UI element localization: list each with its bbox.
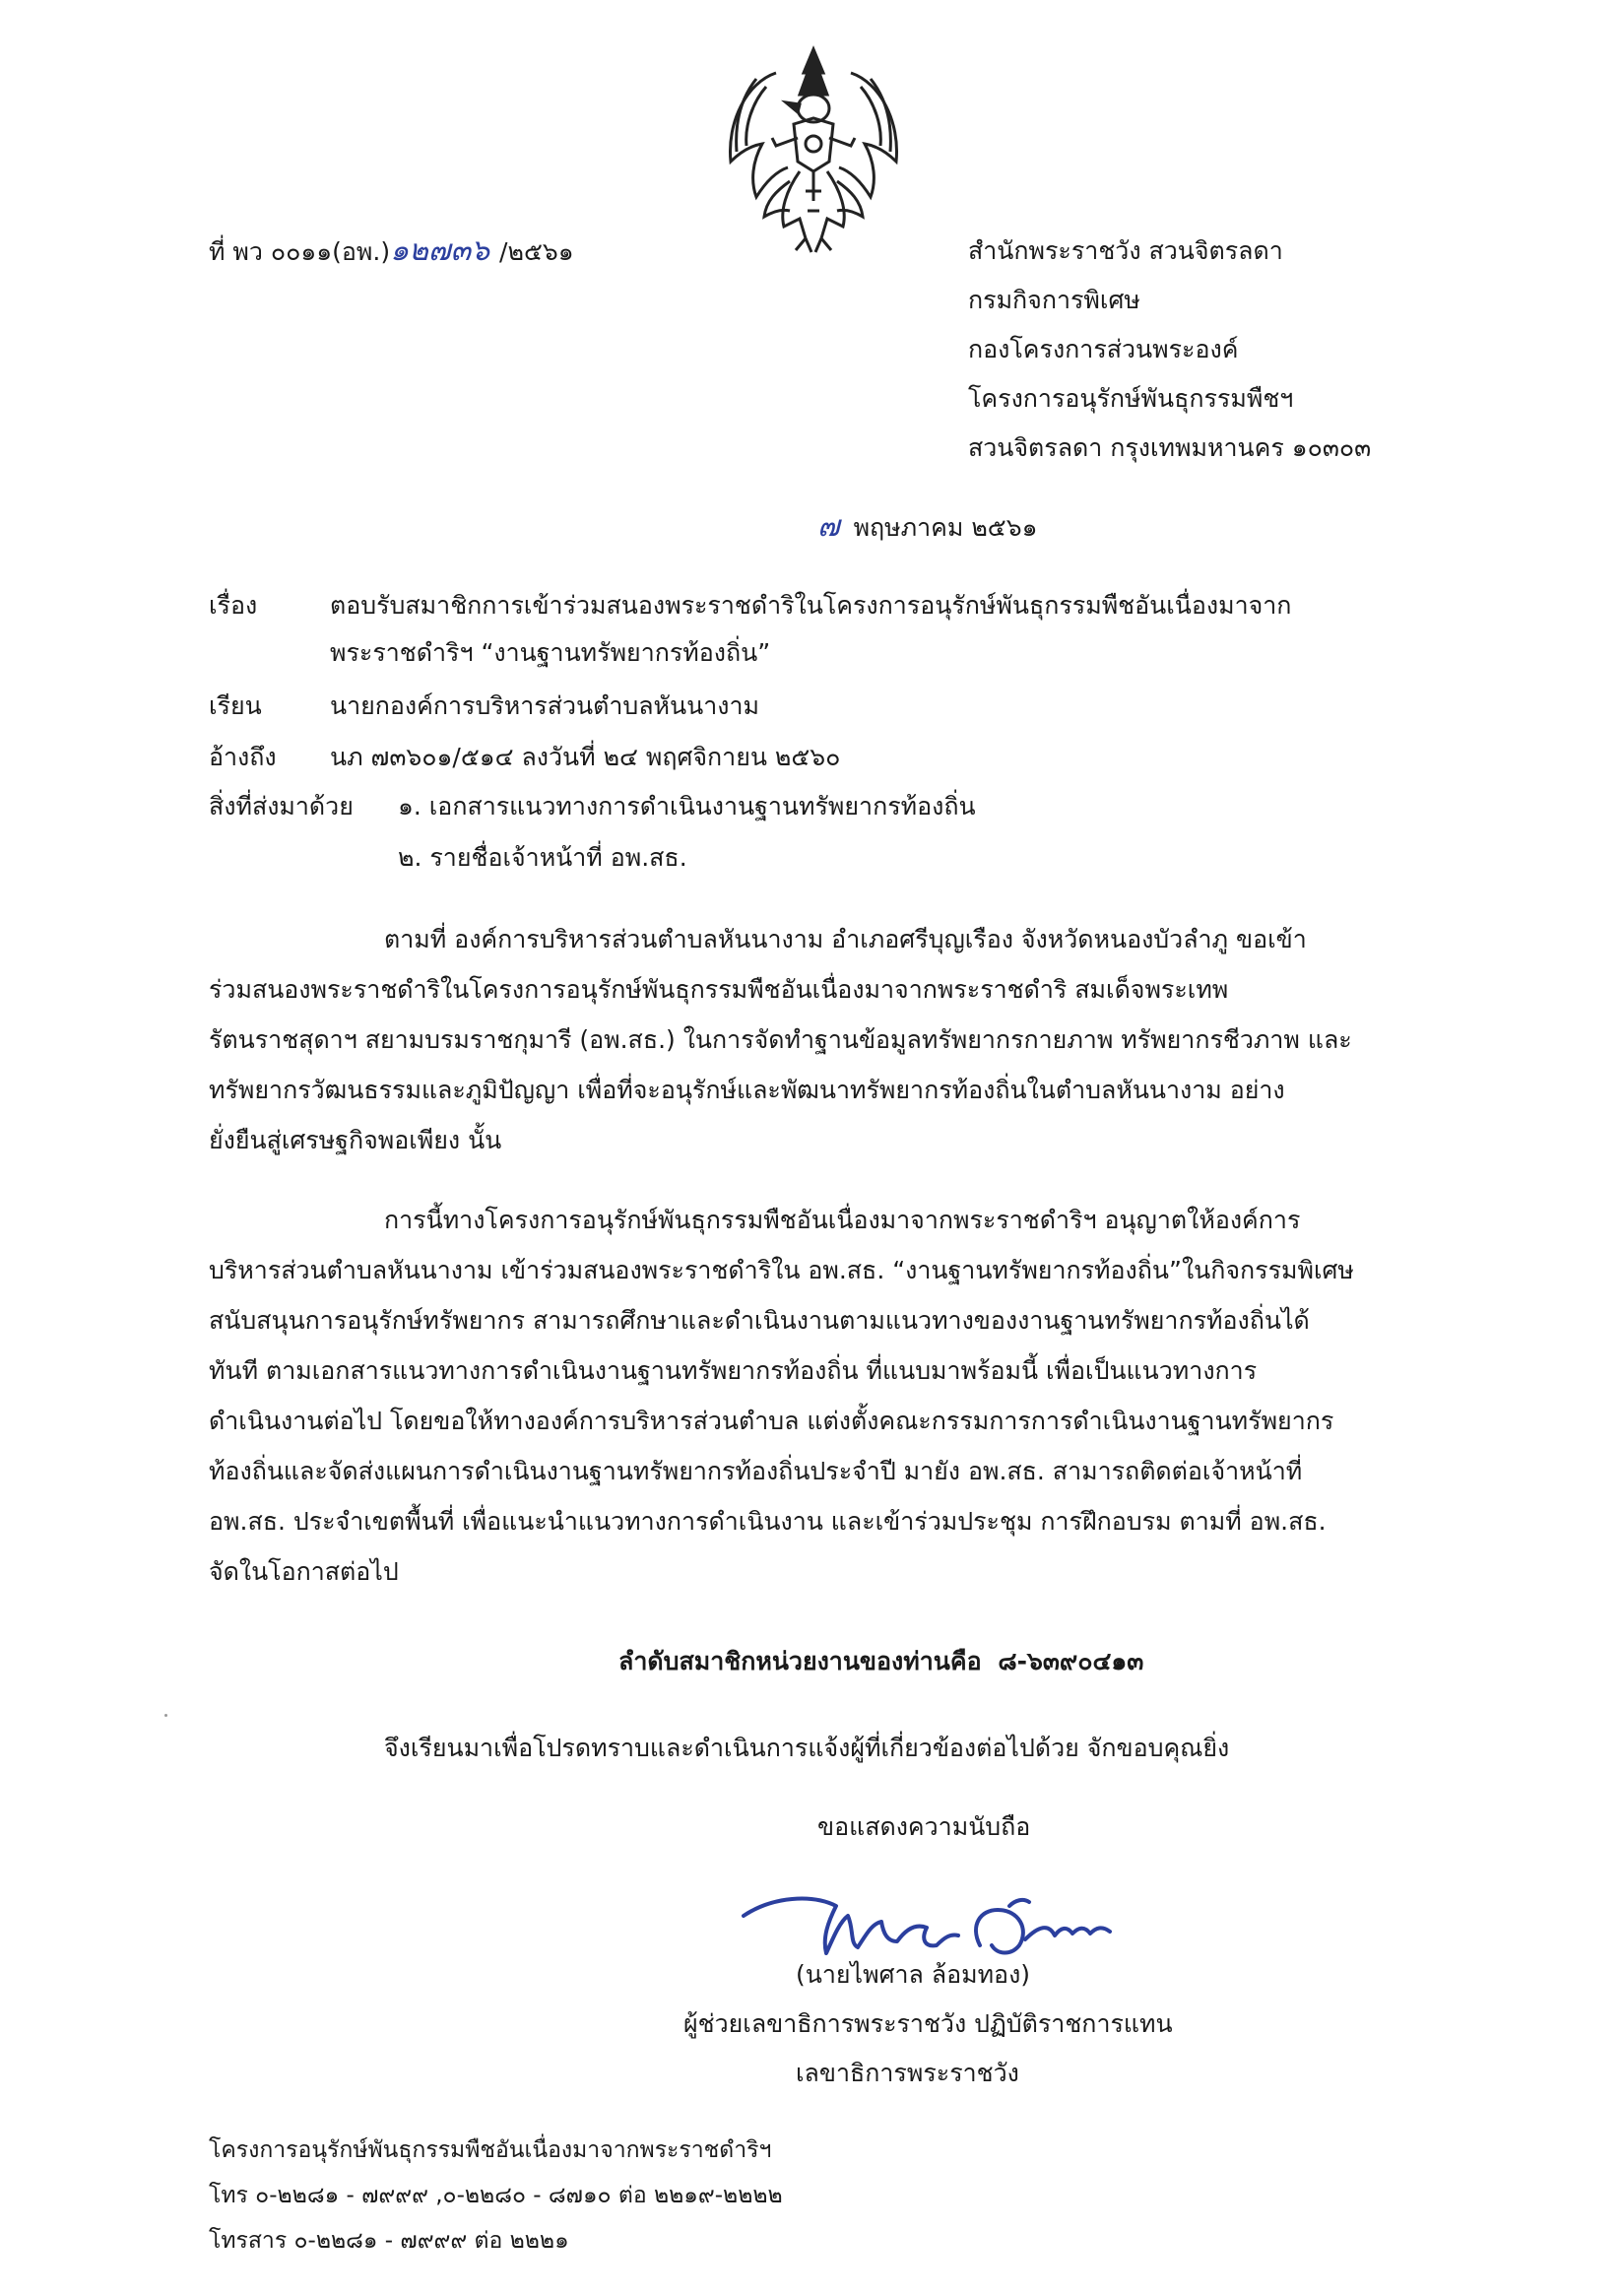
signer-title-line-2: เลขาธิการพระราชวัง bbox=[796, 2059, 1019, 2087]
subject-line-1: ตอบรับสมาชิกการเข้าร่วมสนองพระราชดำริในโครงการอนุรักษ์พันธุกรรมพืชอันเนื่องมาจาก bbox=[330, 591, 1292, 620]
enclosure-item-2: ๒. รายชื่อเจ้าหน้าที่ อพ.สธ. bbox=[398, 843, 687, 872]
para2-line: บริหารส่วนตำบลหันนางาม เข้าร่วมสนองพระราชดำริใน อพ.สธ. “งานฐานทรัพยากรท้องถิ่น”ในกิจกรรมพิเศษ bbox=[209, 1256, 1354, 1284]
member-label: ลำดับสมาชิกหน่วยงานของท่านคือ bbox=[618, 1647, 982, 1675]
regards: ขอแสดงความนับถือ bbox=[817, 1812, 1031, 1841]
para2-line: สนับสนุนการอนุรักษ์ทรัพยากร สามารถศึกษาและดำเนินงานตามแนวทางของงานฐานทรัพยากรท้องถิ่นได้ bbox=[209, 1306, 1310, 1335]
reference-handwritten-number: ๑๒๗๓๖ bbox=[390, 233, 490, 268]
scan-speck bbox=[164, 1714, 167, 1717]
date-month-year: พฤษภาคม ๒๕๖๑ bbox=[853, 513, 1038, 542]
footer-phone: โทร ๐-๒๒๘๑ - ๗๙๙๙ ,๐-๒๒๘๐ - ๘๗๑๐ ต่อ ๒๒๑๙-๒๒๒๒ bbox=[209, 2183, 783, 2208]
para2-line: จัดในโอกาสต่อไป bbox=[209, 1557, 399, 1586]
signer-title-line-1: ผู้ช่วยเลขาธิการพระราชวัง ปฏิบัติราชการแทน bbox=[683, 2009, 1173, 2038]
sender-line-4: โครงการอนุรักษ์พันธุกรรมพืชฯ bbox=[968, 384, 1294, 413]
enclosure-label: สิ่งที่ส่งมาด้วย bbox=[209, 792, 354, 820]
enclosure-item-1: ๑. เอกสารแนวทางการดำเนินงานฐานทรัพยากรท้องถิ่น bbox=[398, 792, 976, 820]
reference-prefix: ที่ พว ๐๐๑๑(อพ.) bbox=[209, 237, 391, 266]
para1-line: ตามที่ องค์การบริหารส่วนตำบลหันนางาม อำเภอศรีบุญเรือง จังหวัดหนองบัวลำภู ขอเข้า bbox=[384, 925, 1307, 953]
reference-suffix: /๒๕๖๑ bbox=[499, 237, 574, 266]
body-paragraph-2 bbox=[209, 1195, 1452, 1597]
sender-line-1: สำนักพระราชวัง สวนจิตรลดา bbox=[968, 236, 1283, 265]
reference-number bbox=[209, 232, 574, 271]
sender-line-2: กรมกิจการพิเศษ bbox=[968, 286, 1140, 314]
member-number: ๘-๖๓๙๐๔๑๓ bbox=[998, 1647, 1144, 1675]
ref-value: นภ ๗๓๖๐๑/๕๑๔ ลงวันที่ ๒๔ พฤศจิกายน ๒๕๖๐ bbox=[330, 743, 841, 771]
para2-line: การนี้ทางโครงการอนุรักษ์พันธุกรรมพืชอันเนื่องมาจากพระราชดำริฯ อนุญาตให้องค์การ bbox=[384, 1206, 1301, 1234]
para1-line: ร่วมสนองพระราชดำริในโครงการอนุรักษ์พันธุกรรมพืชอันเนื่องมาจากพระราชดำริ สมเด็จพระเทพ bbox=[209, 975, 1229, 1004]
letter-date bbox=[817, 508, 1037, 547]
date-day-handwritten: ๗ bbox=[817, 509, 840, 544]
subject-line-2: พระราชดำริฯ “งานฐานทรัพยากรท้องถิ่น” bbox=[330, 638, 771, 667]
para2-line: อพ.สธ. ประจำเขตพื้นที่ เพื่อแนะนำแนวทางการดำเนินงาน และเข้าร่วมประชุม การฝึกอบรม ตามที่ อพ.สธ. bbox=[209, 1507, 1327, 1536]
garuda-emblem-icon bbox=[717, 43, 910, 254]
sender-line-5: สวนจิตรลดา กรุงเทพมหานคร ๑๐๓๐๓ bbox=[968, 433, 1372, 462]
subject-label: เรื่อง bbox=[209, 591, 258, 620]
sender-line-3: กองโครงการส่วนพระองค์ bbox=[968, 335, 1239, 363]
to-label: เรียน bbox=[209, 691, 262, 720]
ref-label: อ้างถึง bbox=[209, 743, 277, 771]
para2-line: ดำเนินงานต่อไป โดยขอให้ทางองค์การบริหารส่วนตำบล แต่งตั้งคณะกรรมการการดำเนินงานฐานทรัพยากร bbox=[209, 1407, 1334, 1435]
signer-name: (นายไพศาล ล้อมทอง) bbox=[796, 1960, 1031, 1989]
footer-org: โครงการอนุรักษ์พันธุกรรมพืชอันเนื่องมาจากพระราชดำริฯ bbox=[209, 2137, 772, 2163]
footer-fax: โทรสาร ๐-๒๒๘๑ - ๗๙๙๙ ต่อ ๒๒๒๑ bbox=[209, 2228, 569, 2254]
para1-line: รัตนราชสุดาฯ สยามบรมราชกุมารี (อพ.สธ.) ในการจัดทำฐานข้อมูลทรัพยากรกายภาพ ทรัพยากรชีวภาพ และ bbox=[209, 1025, 1352, 1054]
member-number-line bbox=[618, 1643, 1143, 1680]
para2-line: ท้องถิ่นและจัดส่งแผนการดำเนินงานฐานทรัพยากรท้องถิ่นประจำปี มายัง อพ.สธ. สามารถติดต่อเจ้าหน้าที่ bbox=[209, 1457, 1303, 1485]
para1-line: ยั่งยืนสู่เศรษฐกิจพอเพียง นั้น bbox=[209, 1126, 502, 1154]
para1-line: ทรัพยากรวัฒนธรรมและภูมิปัญญา เพื่อที่จะอนุรักษ์และพัฒนาทรัพยากรท้องถิ่นในตำบลหันนางาม อย่าง bbox=[209, 1076, 1285, 1104]
to-value: นายกองค์การบริหารส่วนตำบลหันนางาม bbox=[330, 691, 759, 720]
body-paragraph-1 bbox=[209, 914, 1452, 1165]
para2-line: ทันที ตามเอกสารแนวทางการดำเนินงานฐานทรัพยากรท้องถิ่น ที่แนบมาพร้อมนี้ เพื่อเป็นแนวทางการ bbox=[209, 1356, 1258, 1385]
closing-request: จึงเรียนมาเพื่อโปรดทราบและดำเนินการแจ้งผู้ที่เกี่ยวข้องต่อไปด้วย จักขอบคุณยิ่ง bbox=[384, 1734, 1230, 1762]
